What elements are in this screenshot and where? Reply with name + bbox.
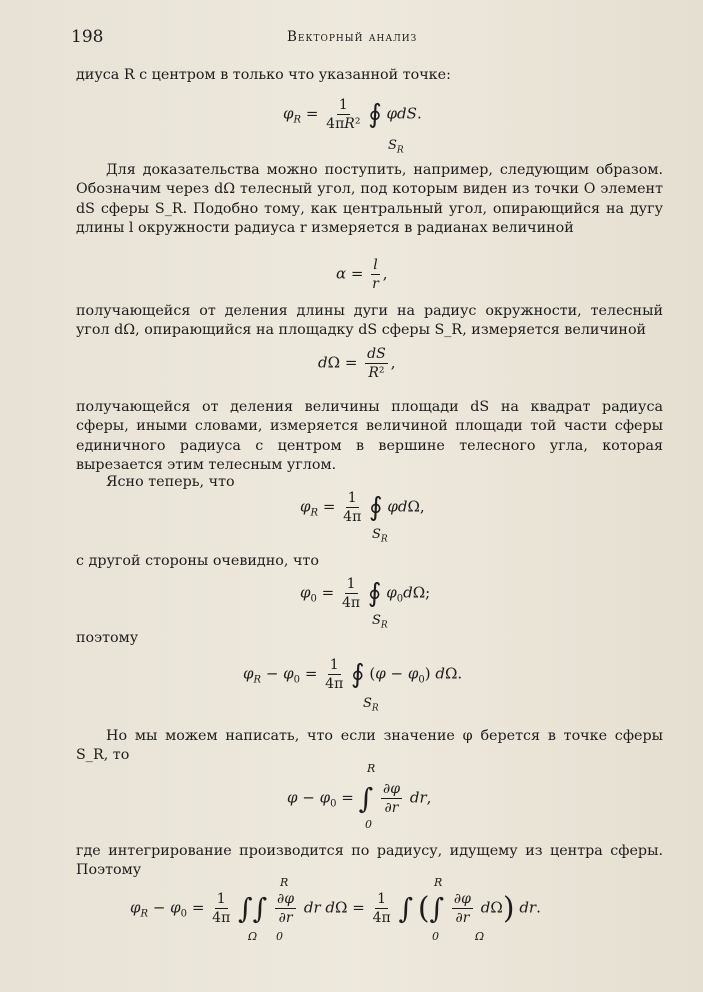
text-clear-now: Ясно теперь, что — [106, 474, 235, 490]
running-title: Векторный анализ — [287, 29, 418, 45]
paragraph-5: Но мы можем написать, что если значение φ берется в точке сферы S_R, то — [76, 728, 663, 764]
paragraph-2: Для доказательства можно поступить, например, следующим образом. Обозначим через dΩ телесный угол, под которым виден из точки O элемент dS сферы S_R. Подобно тому, как центральный угол, опирающийся на дугу длины l окружности радиуса r измеряется в радианах величиной — [76, 162, 663, 237]
text-other-side: с другой стороны очевидно, что — [76, 553, 319, 569]
page-number: 198 — [71, 27, 104, 47]
formula-4: $\varphi_R$ = $\frac{1}{4\pi}$ ∮ φdΩ, $S_R$ — [300, 490, 425, 545]
formula-8: $\varphi_R - \varphi_0$ = $\frac{1}{4\pi}$ ∫∫ $\frac{\partial\varphi}{\partial r}$ dr dΩ = $\frac{1}{4\pi}$ ∫ (∫ $\frac{\partial\varphi}{\partial r}$ dΩ) dr. Ω 0 R 0 R Ω — [130, 876, 541, 943]
formula-6: $\varphi_R - \varphi_0$ = $\frac{1}{4\pi}$ ∮ $(\varphi - \varphi_0)$ dΩ. $S_R$ — [243, 657, 463, 714]
paragraph-3: получающейся от деления длины дуги на радиус окружности, телесный угол dΩ, опирающийся на площадку dS сферы S_R, измеряется величиной — [76, 303, 663, 339]
paragraph-4: получающейся от деления величины площади dS на квадрат радиуса сферы, иными словами, измеряется величиной площади той части сферы единичного радиуса с центром в вершине телесного угла, которая вырезается этим телесным углом. — [76, 399, 663, 474]
text-therefore: поэтому — [76, 630, 139, 646]
formula-5: $\varphi_0$ = $\frac{1}{4\pi}$ ∮ $\varphi_0d\Omega$; $S_R$ — [300, 576, 431, 631]
text-line-1: диуса R с центром в только что указанной точке: — [76, 67, 451, 83]
paragraph-6: где интегрирование производится по радиусу, идущему из центра сферы. Поэтому — [76, 843, 663, 879]
formula-7: $\varphi - \varphi_0$ = ∫ $\frac{\partial\varphi}{\partial r}$ dr, R 0 — [287, 762, 432, 831]
formula-2: α = $\frac{l}{r}$ , — [336, 257, 388, 292]
formula-1: $\varphi_R$ = $\frac{1}{\text{4πR²}}$ ∮ φdS. $S_R$ — [283, 97, 422, 156]
formula-3: dΩ = $\frac{dS}{\text{R²}}$ , — [318, 346, 396, 381]
